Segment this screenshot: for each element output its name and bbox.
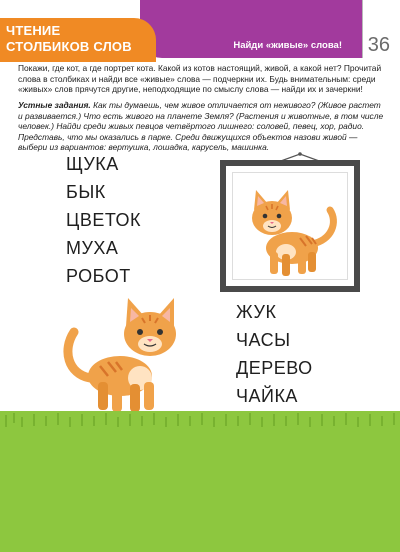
section-title-banner — [0, 18, 156, 62]
page-header — [0, 0, 400, 62]
header-divider — [362, 0, 363, 58]
intro-text: Покажи, где кот, а где портрет кота. Какой из котов настоящий, живой, а какой нет? Прочитай слова в столбиках и найди все «живые» слова — подчеркни их. Будь внимательным: среди «живых» слов прячутся другие, неподходящие по смыслу слова — найди их и зачеркни! — [18, 63, 382, 95]
section-title — [6, 23, 132, 55]
word-item[interactable]: ЦВЕТОК — [66, 210, 141, 230]
section-title-line1: ЧТЕНИЕ — [6, 23, 61, 38]
word-item[interactable]: ЖУК — [236, 302, 277, 322]
oral-task — [18, 100, 384, 153]
word-item[interactable]: МУХА — [66, 238, 119, 258]
word-item[interactable]: ЩУКА — [66, 154, 119, 174]
word-item[interactable]: ЧАСЫ — [236, 330, 291, 350]
oral-task-text: Как ты думаешь, чем живое отличается от неживого? (Живое растет и развивается.) Что есть живого на планете Земля? (Растения и животные, в том числе человек.) Найди среди живых певцов четвёртого лишнего: соловей, певец, хор, радио. Представь, что мы оказались в парке. Среди движущихся объектов назови живой — выбери из вариантов: вертушка, лошадка, карусель, машинка. — [18, 100, 384, 153]
grass-background — [0, 411, 400, 552]
word-item[interactable]: РОБОТ — [66, 266, 131, 286]
subtitle-banner — [140, 0, 362, 58]
page-number: 36 — [367, 34, 390, 56]
word-column-left — [66, 150, 141, 290]
framed-cat-portrait-icon — [220, 160, 360, 292]
subtitle: Найди «живые» слова! — [233, 40, 342, 51]
word-item[interactable]: БЫК — [66, 182, 106, 202]
cat-illustration-icon — [58, 278, 198, 418]
cat-portrait-icon — [226, 166, 354, 286]
grass-icon — [0, 411, 400, 441]
oral-task-label: Устные задания. — [18, 100, 91, 110]
section-title-line2: СТОЛБИКОВ СЛОВ — [6, 39, 132, 54]
word-item[interactable]: ЧАЙКА — [236, 386, 298, 406]
word-item[interactable]: ДЕРЕВО — [236, 358, 313, 378]
